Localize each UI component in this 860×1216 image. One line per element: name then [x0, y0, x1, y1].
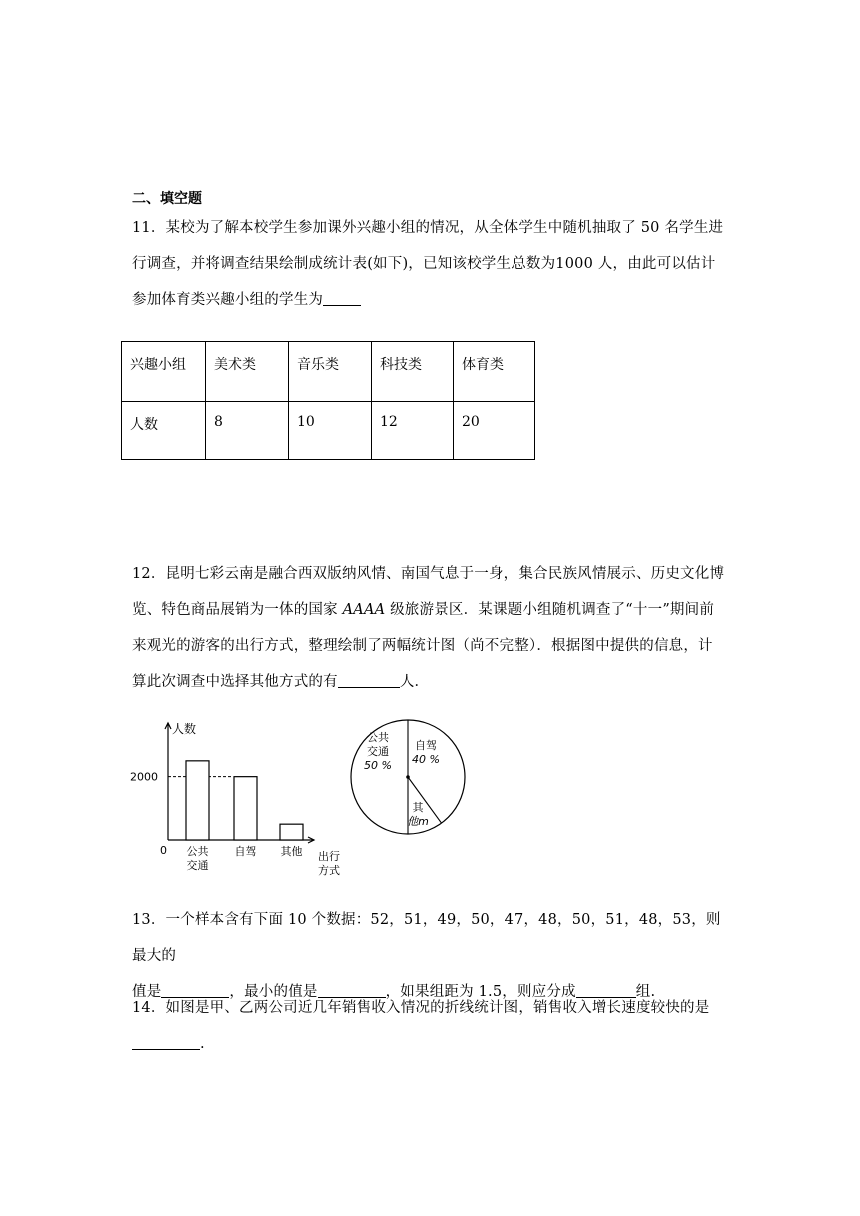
origin-label: 0 [160, 844, 167, 857]
table-cell: 兴趣小组 [122, 342, 206, 402]
bar-3 [280, 824, 303, 840]
pie-label-2: 自驾 [415, 739, 437, 752]
table-cell: 8 [206, 402, 289, 460]
table-cell: 美术类 [206, 342, 289, 402]
q13-line2a: 值是 [132, 984, 162, 1000]
q11-line3-text: 参加体育类兴趣小组的学生为 [132, 292, 324, 308]
bar-2 [234, 777, 257, 840]
travel-charts [128, 715, 488, 885]
table-cell: 人数 [122, 402, 206, 460]
q12-line2a: 览、特色商品展销为一体的国家 [132, 602, 343, 618]
table-cell: 科技类 [372, 342, 454, 402]
pie-center [406, 775, 410, 779]
y-axis-label: 人数 [172, 722, 197, 736]
q12-line3: 来观光的游客的出行方式，整理绘制了两幅统计图（尚不完整）．根据图中提供的信息，计 [132, 638, 713, 654]
q12-line2 [132, 592, 732, 628]
pie-label-3: 其 [412, 801, 424, 814]
q13-line2d: 组. [635, 984, 656, 1000]
x-tick-label: 公共 [186, 845, 209, 858]
pie-label-2: 40 % [412, 753, 440, 766]
y-tick-label: 2000 [130, 770, 158, 784]
q14-line1: 14．如图是甲、乙两公司近几年销售收入情况的折线统计图，销售收入增长速度较快的是 [132, 1000, 710, 1016]
table-row [122, 342, 535, 402]
question-12 [132, 556, 732, 700]
table-cell: 体育类 [454, 342, 535, 402]
x-tick-label: 自驾 [234, 845, 257, 858]
q14-line2-text: . [200, 1036, 205, 1052]
q13-line2c: ，如果组距为 1.5，则应分成 [385, 984, 576, 1000]
x-axis-label: 出行 [318, 850, 340, 863]
q14-answer-blank [132, 1033, 200, 1050]
table-row [122, 402, 535, 460]
q13-line1: 13．一个样本含有下面 10 个数据：52，51，49，50，47，48，50，51，48，53，则最大的 [132, 912, 721, 964]
survey-table [121, 341, 535, 460]
q11-line1: 11．某校为了解本校学生参加课外兴趣小组的情况，从全体学生中随机抽取了 50 名学生进 [132, 220, 724, 236]
table-cell: 20 [454, 402, 535, 460]
bar-1 [186, 761, 209, 840]
bar-chart [130, 721, 340, 877]
table-cell: 10 [289, 402, 372, 460]
section-title: 二、填空题 [132, 191, 202, 207]
q12-answer-blank [338, 671, 400, 688]
x-tick-label: 其他 [280, 845, 303, 858]
pie-label-1: 50 % [364, 759, 392, 772]
table-cell: 音乐类 [289, 342, 372, 402]
pie-label-1: 公共 [367, 731, 389, 744]
q12-line1: 12．昆明七彩云南是融合西双版纳风情、南国气息于一身，集合民族风情展示、历史文化博 [132, 566, 725, 582]
q12-line4 [132, 664, 732, 700]
question-11 [132, 210, 732, 318]
table-cell: 12 [372, 402, 454, 460]
question-14 [132, 990, 732, 1062]
q12-line2b: 级旅游景区．某课题小组随机调查了“十一”期间前 [385, 602, 715, 618]
pie-label-3: 他m [407, 815, 429, 828]
q12-line4b: 人． [399, 674, 430, 690]
q11-line2: 行调查，并将调查结果绘制成统计表(如下)，已知该校学生总数为1000 人，由此可以估计 [132, 256, 716, 272]
q12-line4a: 算此次调查中选择其他方式的有 [132, 674, 338, 690]
q12-math-aaaa: AAAA [342, 602, 386, 618]
x-axis-label: 方式 [318, 864, 340, 877]
q11-answer-blank [323, 289, 361, 306]
q13-line2b: ，最小的值是 [229, 984, 318, 1000]
x-tick-label: 交通 [186, 859, 209, 872]
pie-chart [351, 720, 465, 834]
pie-label-1: 交通 [367, 745, 389, 758]
q14-line2 [132, 1026, 732, 1062]
q11-line3 [132, 282, 732, 318]
